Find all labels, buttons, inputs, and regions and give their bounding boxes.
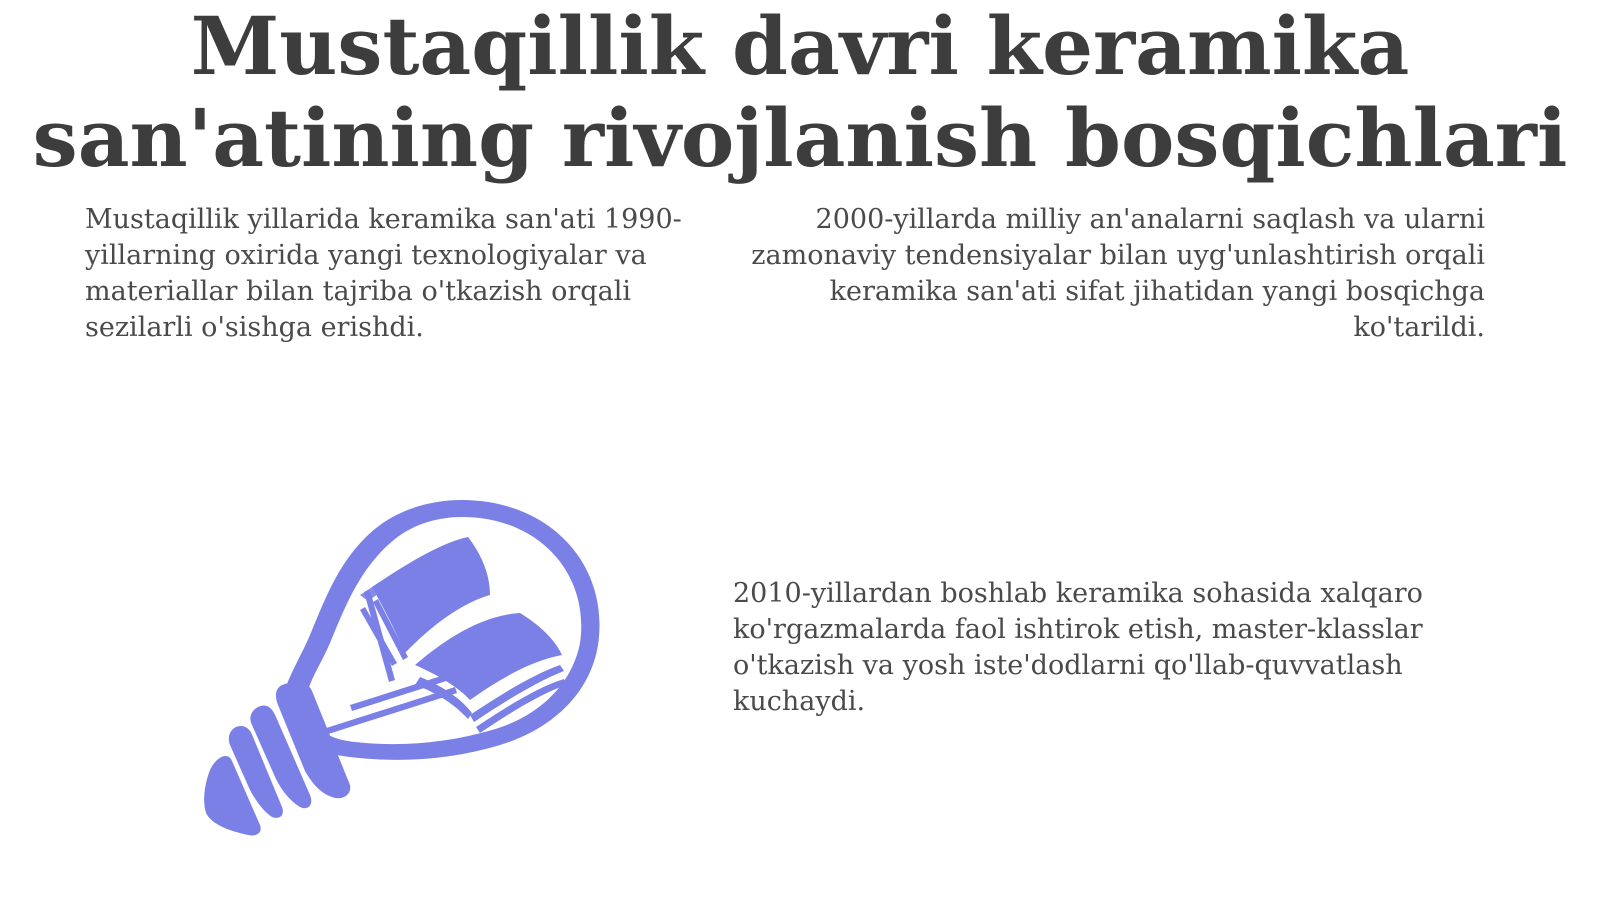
title-line-2: san'atining rivojlanish bosqichlari — [32, 91, 1568, 185]
title-line-1: Mustaqillik davri keramika — [190, 0, 1410, 93]
paragraph-2010s: 2010-yillardan boshlab keramika sohasida xalqaro ko'rgazmalarda faol ishtirok etish, master-klasslar o'tkazish va yosh iste'dodlarni qo'llab-quvvatlash kuchaydi. — [733, 578, 1423, 717]
slide-title — [0, 0, 1600, 184]
paragraph-1990s: Mustaqillik yillarida keramika san'ati 1990-yillarning oxirida yangi texnologiyalar va materiallar bilan tajriba o'tkazish orqali sezilarli o'sishga erishdi. — [85, 204, 682, 343]
lightbulb-book-icon — [200, 495, 620, 845]
paragraph-2000s: 2000-yillarda milliy an'analarni saqlash va ularni zamonaviy tendensiyalar bilan uyg'unlashtirish orqali keramika san'ati sifat jihatidan yangi bosqichga ko'tarildi. — [751, 204, 1485, 343]
